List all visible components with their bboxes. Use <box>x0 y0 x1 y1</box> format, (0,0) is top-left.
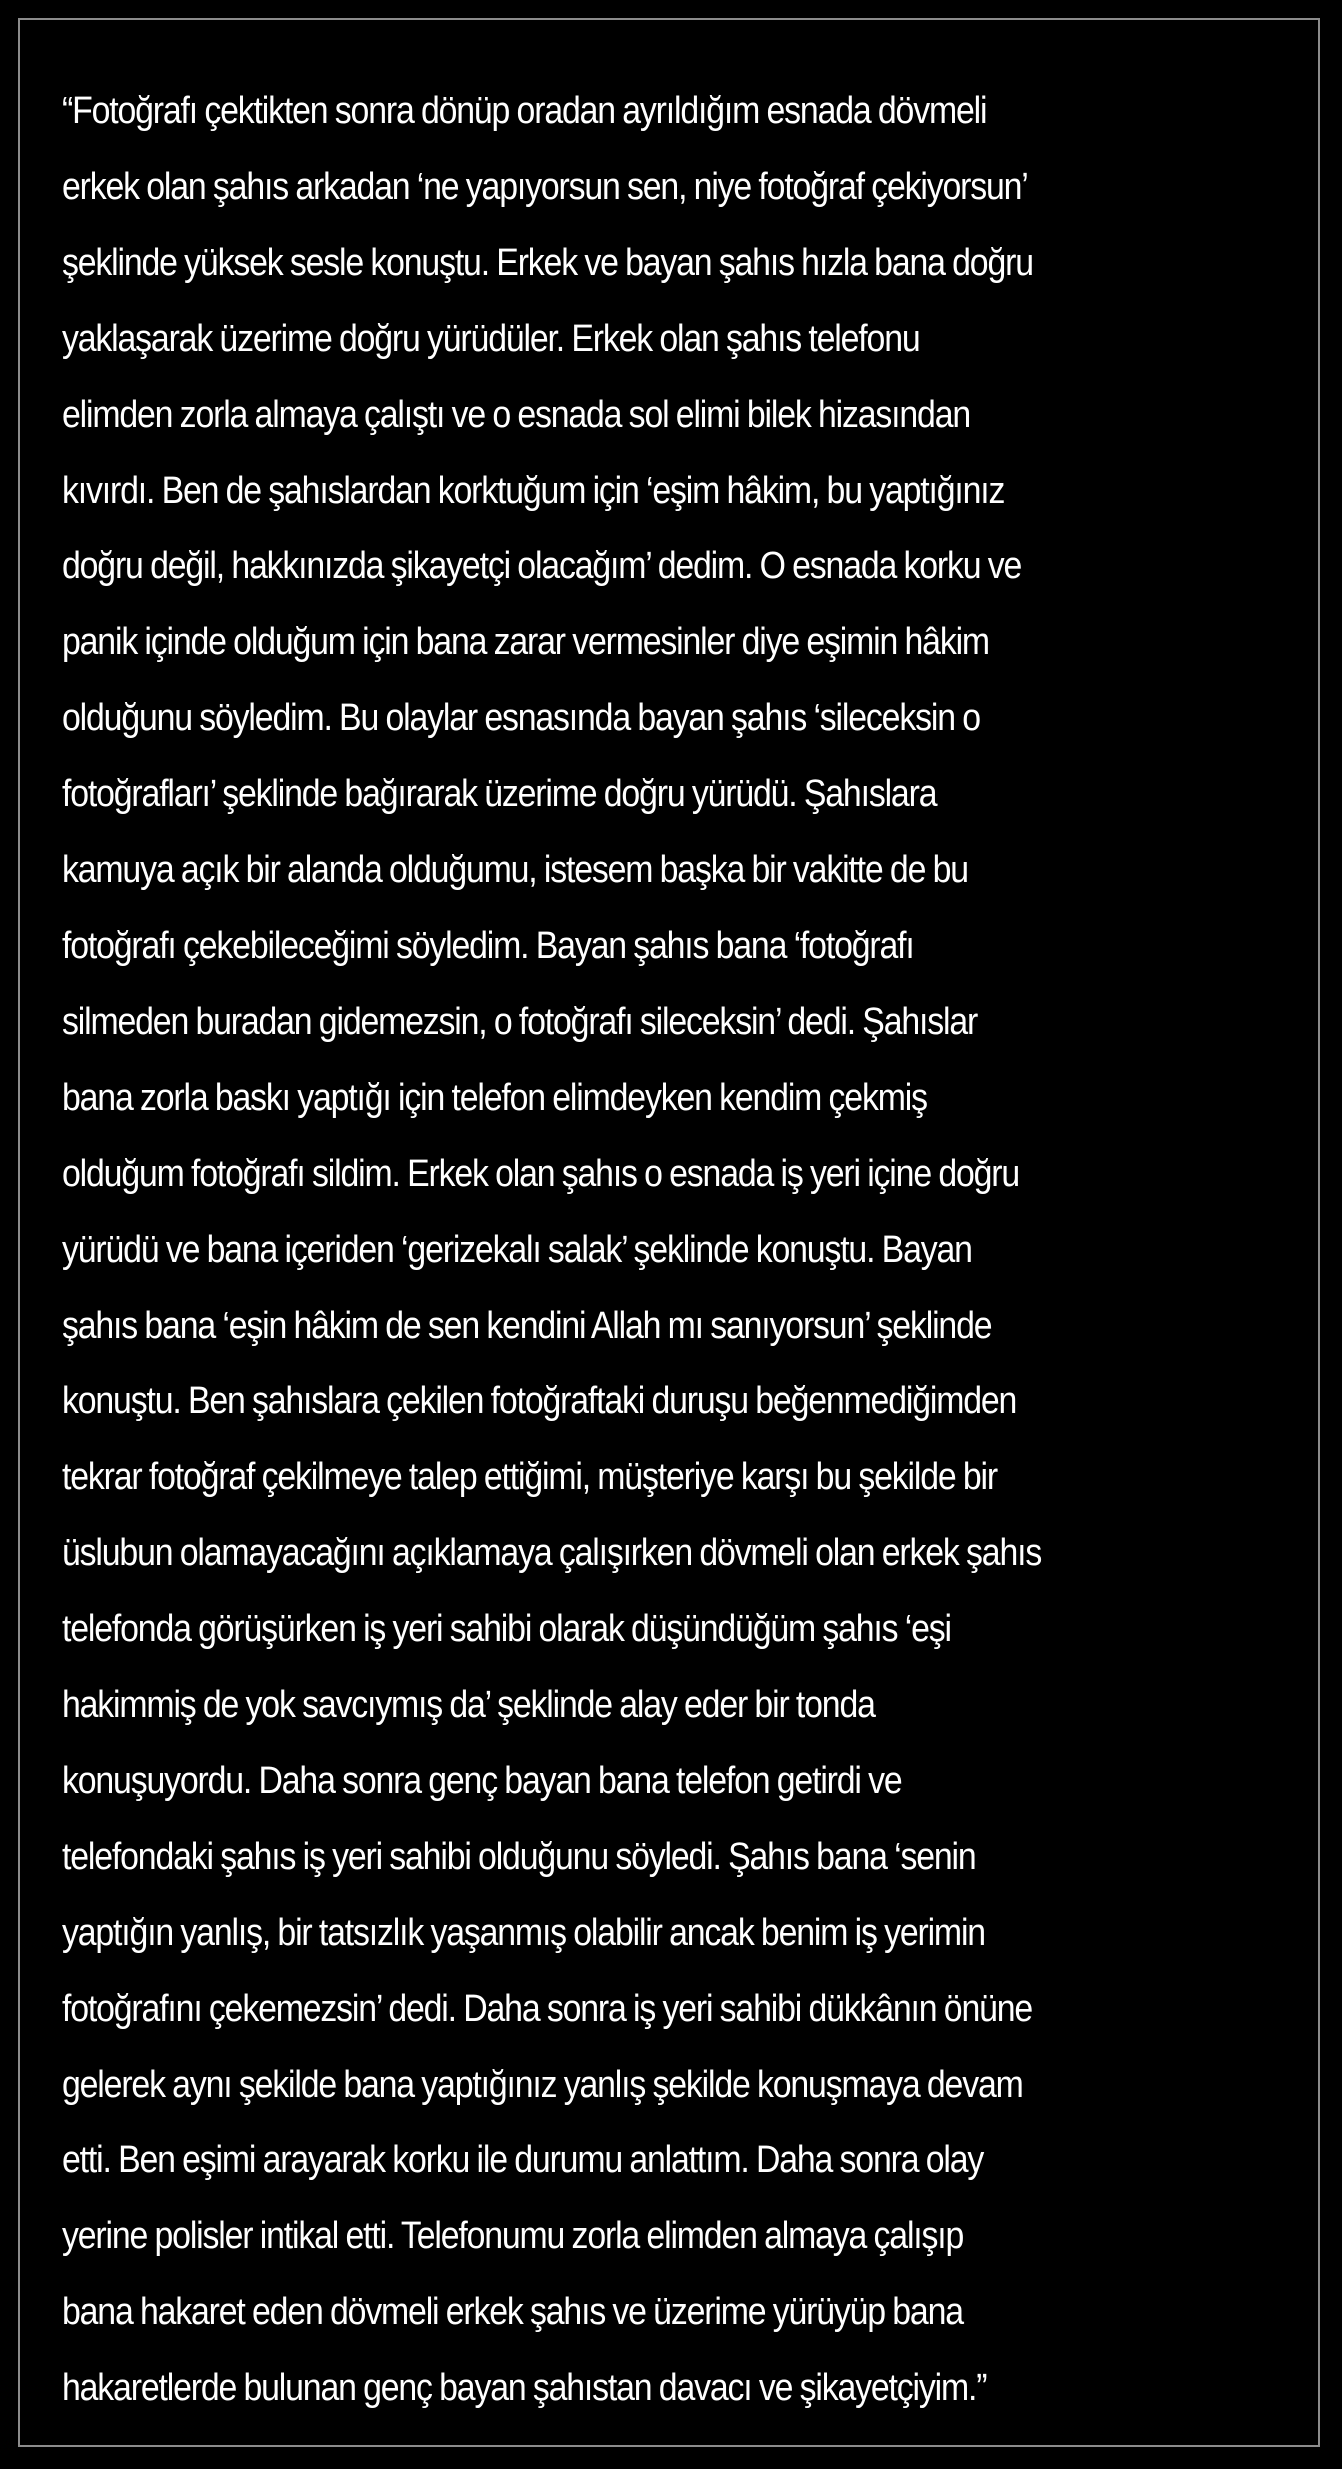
quote-line: üslubun olamayacağını açıklamaya çalışırken dövmeli olan erkek şahıs <box>62 1532 1042 1575</box>
quote-line: etti. Ben eşimi arayarak korku ile durumu anlattım. Daha sonra olay <box>62 2139 984 2182</box>
quote-line: elimden zorla almaya çalıştı ve o esnada sol elimi bilek hizasından <box>62 393 971 436</box>
quote-line: telefondaki şahıs iş yeri sahibi olduğunu söyledi. Şahıs bana ‘senin <box>62 1835 976 1878</box>
quote-line: kamuya açık bir alanda olduğumu, istesem başka bir vakitte de bu <box>62 849 968 892</box>
quote-line: fotoğrafını çekemezsin’ dedi. Daha sonra iş yeri sahibi dükkânın önüne <box>62 1987 1033 2030</box>
quote-line: yerine polisler intikal etti. Telefonumu zorla elimden almaya çalışıp <box>62 2215 964 2258</box>
quote-line: hakaretlerde bulunan genç bayan şahıstan davacı ve şikayetçiyim.” <box>62 2367 987 2410</box>
quote-line: fotoğrafı çekebileceğimi söyledim. Bayan şahıs bana ‘fotoğrafı <box>62 924 914 967</box>
quote-line: konuşuyordu. Daha sonra genç bayan bana telefon getirdi ve <box>62 1759 902 1802</box>
quote-line: kıvırdı. Ben de şahıslardan korktuğum için ‘eşim hâkim, bu yaptığınız <box>62 469 1005 512</box>
quote-line: gelerek aynı şekilde bana yaptığınız yanlış şekilde konuşmaya devam <box>62 2063 1023 2106</box>
quote-line: yürüdü ve bana içeriden ‘gerizekalı salak’ şeklinde konuştu. Bayan <box>62 1228 972 1271</box>
quote-line: yaptığın yanlış, bir tatsızlık yaşanmış olabilir ancak benim iş yerimin <box>62 1911 985 1954</box>
quote-line: şahıs bana ‘eşin hâkim de sen kendini Allah mı sanıyorsun’ şeklinde <box>62 1304 992 1347</box>
quote-line: panik içinde olduğum için bana zarar vermesinler diye eşimin hâkim <box>62 621 989 664</box>
quote-line: telefonda görüşürken iş yeri sahibi olarak düşündüğüm şahıs ‘eşi <box>62 1608 951 1651</box>
quote-line: hakimmiş de yok savcıymış da’ şeklinde alay eder bir tonda <box>62 1684 875 1727</box>
quote-line: tekrar fotoğraf çekilmeye talep ettiğimi, müşteriye karşı bu şekilde bir <box>62 1456 997 1499</box>
quote-line: konuştu. Ben şahıslara çekilen fotoğraftaki duruşu beğenmediğimden <box>62 1380 1017 1423</box>
quote-line: şeklinde yüksek sesle konuştu. Erkek ve bayan şahıs hızla bana doğru <box>62 241 1033 284</box>
quote-line: “Fotoğrafı çektikten sonra dönüp oradan ayrıldığım esnada dövmeli <box>62 90 987 132</box>
quote-line: yaklaşarak üzerime doğru yürüdüler. Erkek olan şahıs telefonu <box>62 317 920 360</box>
quote-line: erkek olan şahıs arkadan ‘ne yapıyorsun sen, niye fotoğraf çekiyorsun’ <box>62 165 1028 208</box>
quote-line: doğru değil, hakkınızda şikayetçi olacağım’ dedim. O esnada korku ve <box>62 545 1022 588</box>
quote-line: bana zorla baskı yaptığı için telefon elimdeyken kendim çekmiş <box>62 1076 927 1119</box>
quote-line: silmeden buradan gidemezsin, o fotoğrafı sileceksin’ dedi. Şahıslar <box>62 1000 978 1043</box>
quote-text <box>62 74 1157 2427</box>
quote-line: olduğunu söyledim. Bu olaylar esnasında bayan şahıs ‘sileceksin o <box>62 697 980 740</box>
quote-line: olduğum fotoğrafı sildim. Erkek olan şahıs o esnada iş yeri içine doğru <box>62 1152 1020 1195</box>
quote-line: fotoğrafları’ şeklinde bağırarak üzerime doğru yürüdü. Şahıslara <box>62 773 937 816</box>
quote-line: bana hakaret eden dövmeli erkek şahıs ve üzerime yürüyüp bana <box>62 2291 963 2334</box>
